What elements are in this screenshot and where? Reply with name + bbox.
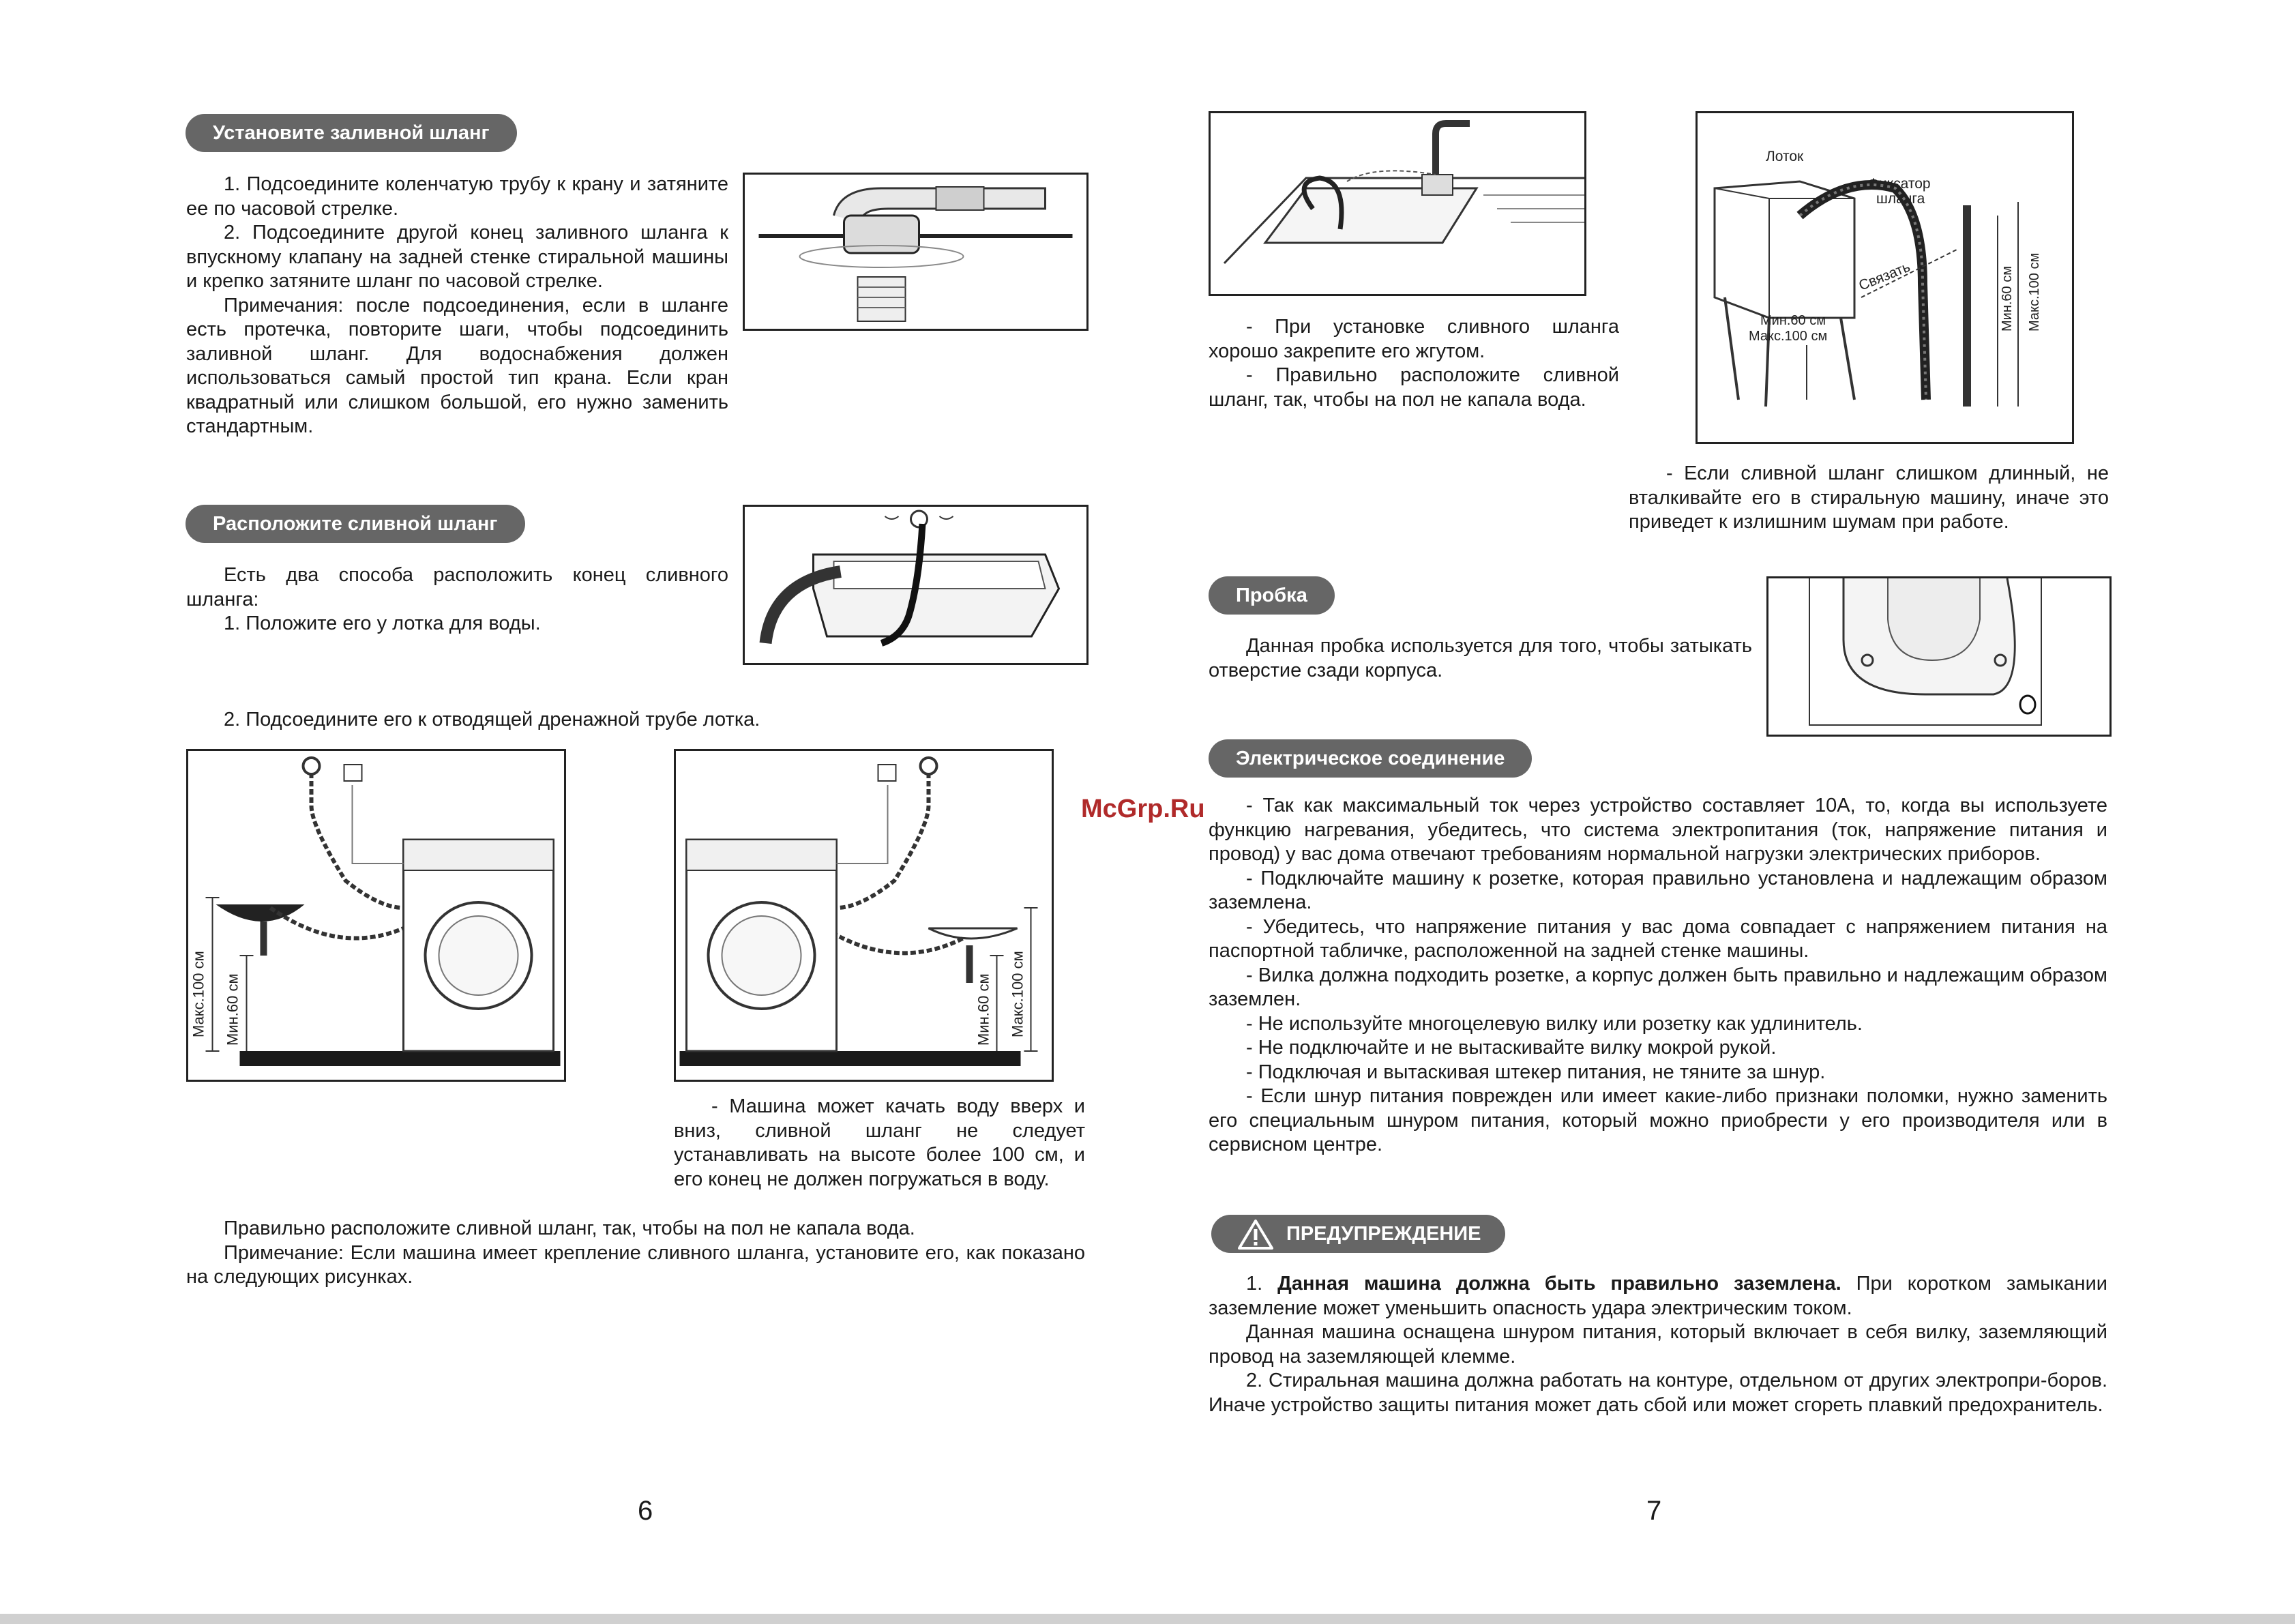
inlet-notes: Примечания: после подсоединения, если в шланге есть протечка, повторите шаги, чтобы подсоединить заливной шланг. Для водоснабжения должен использоваться самый простой тип крана. Если кран квадратный или слишком большой, его нужно заменить стандартным. — [186, 294, 728, 437]
plug-illustration — [1766, 576, 2112, 737]
warning-para-1-num: 1. — [1246, 1273, 1263, 1295]
drain-bottom-notes — [186, 1217, 1085, 1290]
clamp-label-line1: Фиксатор — [1868, 176, 1931, 192]
section-title-plug: Пробка — [1209, 576, 1335, 615]
warning-para-1 — [1209, 1272, 2107, 1320]
machine-left-drawing — [188, 751, 564, 1080]
drain-intro: Есть два способа расположить конец сливного шланга: — [186, 564, 728, 610]
clamp-label-line2: шланга — [1876, 191, 1925, 207]
plug-text — [1209, 634, 1752, 683]
warning-para-1-bold: Данная машина должна быть правильно заземлена. — [1277, 1273, 1841, 1295]
tray-max-vertical-label: Макс.100 см — [2027, 252, 2042, 331]
section-title-electrical: Электрическое соединение — [1209, 739, 1532, 778]
plug-drawing — [1768, 578, 2109, 735]
warning-title-text: ПРЕДУПРЕЖДЕНИЕ — [1286, 1223, 1481, 1245]
drain-tray-drawing — [745, 507, 1086, 663]
drain-option-2: 2. Подсоедините его к отводящей дренажной трубе лотка. — [224, 709, 760, 730]
pump-height-note-text: - Машина может качать воду вверх и вниз, сливной шланг не следует устанавливать на высоте более 100 см, и его конец не должен погружаться в воду. — [674, 1095, 1085, 1190]
warning-triangle-icon — [1237, 1219, 1274, 1250]
elec-para-3: - Убедитесь, что напряжение питания у вас дома совпадает с напряжением питания на паспортной табличке, расположенной на задней стенке машины. — [1209, 915, 2107, 962]
inlet-step-2: 2. Подсоедините другой конец заливного шланга к впускному клапану на задней стенке стиральной машины и крепко затяните шланг по часовой стрелке. — [186, 222, 728, 292]
elec-para-4: - Вилка должна подходить розетке, а корпус должен быть правильно и надлежащим образом заземлен. — [1209, 964, 2107, 1010]
tray-max-label: Макс.100 см — [1749, 329, 1828, 344]
tray-min-vertical-label: Мин.60 см — [2000, 266, 2015, 331]
right-max-height-label: Макс.100 см — [1009, 951, 1026, 1037]
elec-para-8: - Если шнур питания поврежден или имеет какие-либо признаки поломки, нужно заменить его специальным шнуром питания, который можно приобрести у его производителя или в сервисном центре. — [1209, 1085, 2107, 1155]
tray-min-label: Мин.60 см — [1760, 313, 1826, 328]
section-title-drain-hose: Расположите сливной шланг — [186, 505, 525, 543]
sink-drawing — [1211, 113, 1584, 294]
warning-para-2: Данная машина оснащена шнуром питания, который включает в себя вилку, заземляющий провод на заземляющей клемме. — [1209, 1321, 2107, 1368]
tie-label: Связать — [1856, 259, 1913, 294]
long-hose-note — [1629, 462, 2109, 535]
elec-para-2: - Подключайте машину к розетке, которая правильно установлена и надлежащим образом заземлена. — [1209, 867, 2107, 913]
hose-fix-line-2: - Правильно расположите сливной шланг, так, чтобы на пол не капала вода. — [1209, 364, 1619, 411]
sink-hose-illustration — [1209, 111, 1586, 296]
drain-tray-illustration — [743, 505, 1089, 665]
page-number-right: 7 — [1646, 1496, 1662, 1526]
warning-text — [1209, 1272, 2107, 1417]
long-hose-note-text: - Если сливной шланг слишком длинный, не вталкивайте его в стиральную машину, иначе это приведет к излишним шумам при работе. — [1629, 462, 2109, 533]
section-title-inlet-hose: Установите заливной шланг — [186, 114, 517, 152]
drain-bottom-line-1: Правильно расположите сливной шланг, так, чтобы на пол не капала вода. — [224, 1217, 915, 1239]
elec-para-5: - Не используйте многоцелевую вилку или розетку как удлинитель. — [1246, 1012, 1863, 1035]
inlet-hose-drawing — [745, 175, 1086, 329]
inlet-hose-text — [186, 173, 728, 439]
page-number-left: 6 — [638, 1496, 653, 1526]
elec-para-7: - Подключая и вытаскивая штекер питания, не тяните за шнур. — [1246, 1061, 1826, 1083]
drain-height-diagram-left — [186, 749, 566, 1082]
left-max-height-label: Макс.100 см — [190, 951, 207, 1037]
watermark: McGrp.Ru — [1081, 795, 1205, 823]
inlet-step-1: 1. Подсоедините коленчатую трубу к крану и затяните ее по часовой стрелке. — [186, 173, 728, 220]
elec-para-1: - Так как максимальный ток через устройство составляет 10А, то, когда вы используете функцию нагревания, убедитесь, что система электропитания (ток, напряжение питания и провод) у вас дома отвечают требованиям нормальной нагрузки электрических приборов. — [1209, 795, 2107, 865]
inlet-hose-illustration — [743, 173, 1089, 331]
machine-right-drawing — [676, 751, 1052, 1080]
tray-clamp-illustration — [1696, 111, 2074, 444]
drain-option-1: 1. Положите его у лотка для воды. — [224, 612, 541, 634]
drain-hose-text — [186, 563, 728, 636]
electrical-text — [1209, 794, 2107, 1157]
left-min-height-label: Мин.60 см — [224, 973, 241, 1046]
drain-bottom-line-2: Примечание: Если машина имеет крепление сливного шланга, установите его, как показано на следующих рисунках. — [186, 1241, 1085, 1288]
bottom-edge-bar — [0, 1614, 2295, 1624]
pump-height-note — [674, 1095, 1085, 1192]
drain-hose-fix-text — [1209, 315, 1619, 412]
elec-para-6: - Не подключайте и не вытаскивайте вилку мокрой рукой. — [1246, 1037, 1777, 1059]
tray-label: Лоток — [1766, 149, 1804, 164]
tray-clamp-drawing — [1698, 113, 2072, 442]
right-min-height-label: Мин.60 см — [975, 973, 992, 1046]
drain-height-diagram-right — [674, 749, 1054, 1082]
plug-text-line: Данная пробка используется для того, чтобы затыкать отверстие сзади корпуса. — [1209, 635, 1752, 681]
section-title-warning — [1211, 1215, 1505, 1253]
hose-fix-line-1: - При установке сливного шланга хорошо закрепите его жгутом. — [1209, 316, 1619, 362]
warning-para-1-rest: При коротком замыкании заземление может уменьшить опасность удара электрическим током. — [1209, 1273, 2107, 1319]
warning-para-3: 2. Стиральная машина должна работать на контуре, отдельном от других электропри-боров. Иначе устройство защиты питания может дать сбой или может сгореть плавкий предохранитель. — [1209, 1370, 2107, 1416]
